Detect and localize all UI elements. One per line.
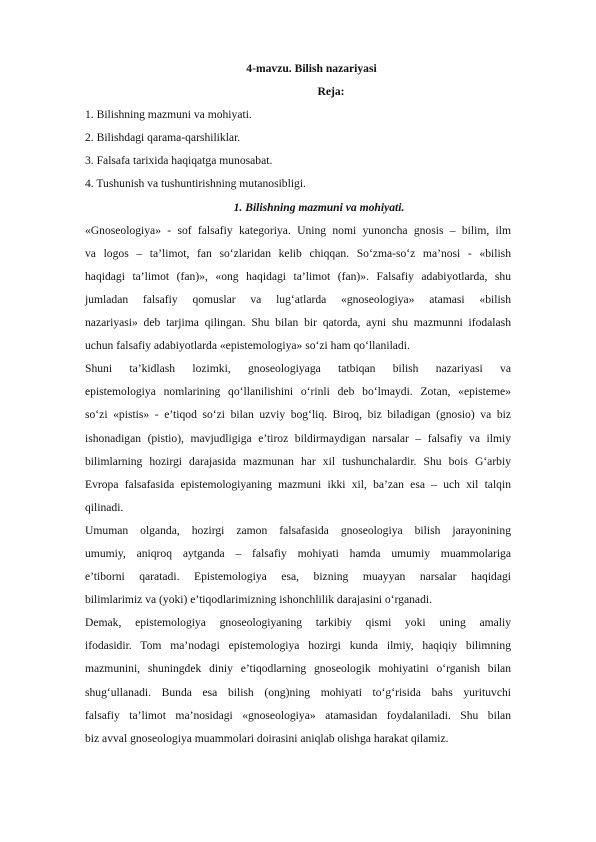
paragraph-line: Demak, epistemologiya gnoseologiyaning tarkibiy qismi yoki uning amaliy: [85, 616, 511, 630]
section-heading: 1. Bilishning mazmuni va mohiyati.: [233, 200, 405, 214]
paragraph-gnoseologiya: [85, 219, 511, 358]
paragraph-line: epistemologiya nomlarining qo‘llanilishini o‘rinli deb bo‘lmaydi. Zotan, «episteme»: [85, 385, 511, 399]
paragraph-line: jumladan falsafiy qomuslar va lug‘atlarda «gnoseologiya» atamasi «bilish: [85, 292, 511, 306]
paragraph-line: uchun falsafiy adabiyotlarda «epistemologiya» so‘zi ham qo‘llaniladi.: [85, 339, 410, 353]
plan-item: 3. Falsafa tarixida haqiqatga munosabat.: [85, 154, 273, 168]
paragraph-line: ishonadigan (pistio), mavjudligiga e’tiroz bildirmaydigan narsalar – falsafiy va ilmiy: [85, 431, 511, 445]
plan-heading: Reja:: [317, 85, 345, 99]
paragraph-umuman: [85, 519, 511, 611]
paragraph-line: umumiy, aniqroq aytganda – falsafiy mohiyati hamda umumiy muammolariga: [85, 546, 511, 560]
plan-item: 1. Bilishning mazmuni va mohiyati.: [85, 108, 252, 122]
paragraph-line: e’tiborni qaratadi. Epistemologiya esa, bizning muayyan narsalar haqidagi: [85, 570, 511, 584]
plan-item: 2. Bilishdagi qarama-qarshiliklar.: [85, 131, 241, 145]
paragraph-line: qilinadi.: [85, 500, 124, 514]
paragraph-line: mazmunini, shuningdek diniy e’tiqodlarning gnoseologik mohiyatini o‘rganish bilan: [85, 662, 511, 676]
paragraph-line: so‘zi «pistis» - e’tiqod so‘zi bilan uzviy bog‘liq. Biroq, biz biladigan (gnosio) va biz: [85, 408, 511, 422]
paragraph-line: biz avval gnoseologiya muammolari doirasini aniqlab olishga harakat qilamiz.: [85, 731, 449, 745]
paragraph-line: bilimlarimiz va (yoki) e’tiqodlarimizning ishonchlilik darajasini o‘rganadi.: [85, 593, 432, 607]
paragraph-line: Evropa falsafasida epistemologiyaning mazmuni ikki xil, ba’zan esa – uch xil talqin: [85, 477, 511, 491]
paragraph-demak: [85, 611, 511, 750]
paragraph-line: ifodasidir. Tom ma’nodagi epistemologiya hozirgi kunda ilmiy, haqiqiy bilimning: [85, 639, 511, 653]
paragraph-line: «Gnoseologiya» - sof falsafiy kategoriya. Uning nomi yunoncha gnosis – bilim, ilm: [85, 223, 511, 237]
paragraph-line: bilimlarning hozirgi darajasida mazmunan har xil tushunchalardir. Shu bois G‘arbiy: [85, 454, 511, 468]
paragraph-line: nazariyasi» deb tarjima qilingan. Shu bilan bir qatorda, ayni shu mazmunni ifodalash: [85, 316, 511, 330]
document-page: [85, 57, 511, 750]
plan-list: [85, 103, 511, 195]
plan-item: 4. Tushunish va tushuntirishning mutanosibligi.: [85, 177, 306, 191]
paragraph-line: Shuni ta’kidlash lozimki, gnoseologiyaga tatbiqan bilish nazariyasi va: [85, 362, 511, 376]
paragraph-episteme: [85, 357, 511, 519]
paragraph-line: falsafiy ta’limot ma’nosidagi «gnoseologiya» atamasidan foydalaniladi. Shu bilan: [85, 708, 511, 722]
paragraph-line: Umuman olganda, hozirgi zamon falsafasida gnoseologiya bilish jarayonining: [85, 523, 511, 537]
paragraph-line: va logos – ta’limot, fan so‘zlaridan kelib chiqqan. So‘zma-so‘z ma’nosi - «bilish: [85, 246, 511, 260]
paragraph-line: haqidagi ta’limot (fan)», «ong haqidagi ta’limot (fan)». Falsafiy adabiyotlarda, shu: [85, 269, 511, 283]
paragraph-line: shug‘ullanadi. Bunda esa bilish (ong)ning mohiyati to‘g‘risida bahs yurituvchi: [85, 685, 511, 699]
document-title: 4-mavzu. Bilish nazariyasi: [246, 62, 377, 75]
